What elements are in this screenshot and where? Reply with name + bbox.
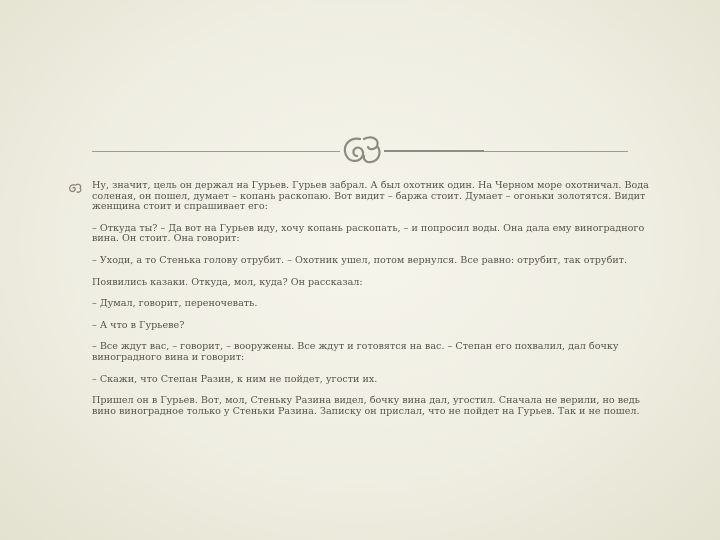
paragraph: – Откуда ты? – Да вот на Гурьев иду, хочу копань раскопать, – и попросил воды. Она дала ему виноградного вина. Он стоит. Она говорит: [92,222,645,245]
paragraph: Ну, значит, цель он держал на Гурьев. Гурьев забрал. А был охотник один. На Черном море охотничал. Вода соленая, он пошел, думает – копань раскопаю. Вот видит – баржа стоит. Думает – огоньки золотятся. Видит женщина стоит и спрашивает его: [92,180,649,213]
paragraph: – Уходи, а то Стенька голову отрубит. – Охотник ушел, потом вернулся. Все равно: отрубит, так отрубит. [92,254,628,266]
paragraph: – А что в Гурьеве? [92,319,185,331]
title-divider-accent [384,150,484,152]
curl-bullet-icon [68,183,82,193]
paragraph: – Думал, говорит, переночевать. [92,298,258,310]
paragraph: – Все ждут вас, – говорит, – вооружены. Все ждут и готовятся на вас. – Степан его похвалил, дал бочку виноградного вина и говорит: [92,341,619,363]
title-divider-left [92,151,340,152]
paragraph: Пришел он в Гурьев. Вот, мол, Стеньку Разина видел, бочку вина дал, угостил. Сначала не верили, но ведь вино виноградное только у Стеньки Разина. Записку он прислал, что не пойдет на Гурьев. Так и не пошел. [92,395,640,417]
paragraph: – Скажи, что Степан Разин, к ним не пойдет, угости их. [92,373,378,385]
curl-ornament-icon [340,133,384,167]
paragraph: Появились казаки. Откуда, мол, куда? Он рассказал: [92,276,363,288]
slide-body-text [92,181,662,428]
